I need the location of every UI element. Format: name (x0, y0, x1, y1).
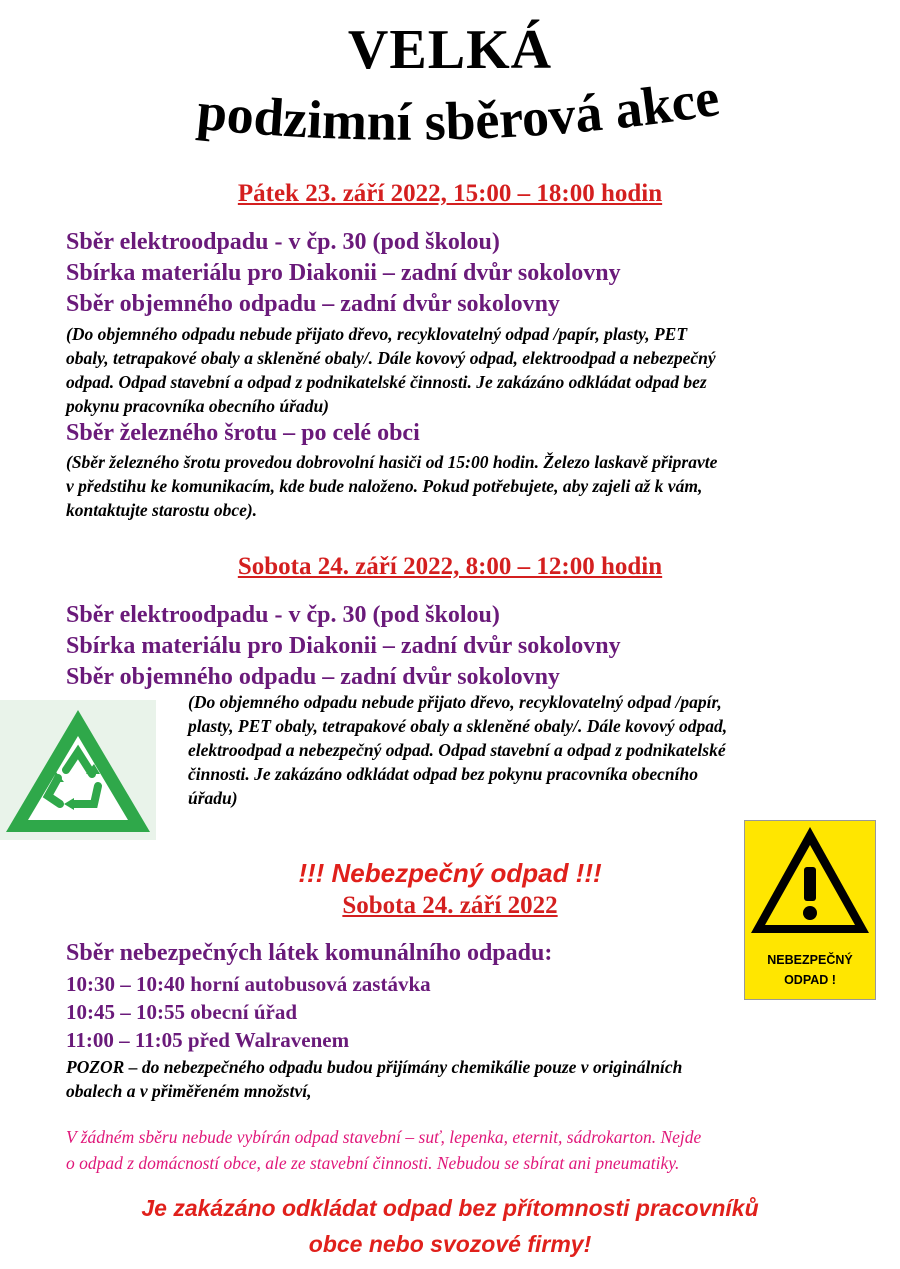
hazard-sign-line2: ODPAD ! (784, 973, 836, 987)
hazardous-stop-2: 10:45 – 10:55 obecní úřad (66, 1000, 297, 1024)
saturday-date: Sobota 24. září 2022, 8:00 – 12:00 hodin (237, 553, 663, 580)
hazard-sign-line1: NEBEZPEČNÝ (767, 953, 853, 967)
hazard-sign (744, 820, 876, 1000)
friday-bulky-note: (Do objemného odpadu nebude přijato dřevo, recyklovatelný odpad /papír, plasty, PET obaly, tetrapakové obaly a skleněné obaly/. Dále kovový odpad, elektroodpad a nebezpečný odpad. Odpad stavební a odpad z podnikatelské činnosti. Je zakázáno odkládat odpad bez pokynu pracovníka obecního úřadu) (66, 324, 716, 416)
saturday-item-electro: Sběr elektroodpadu - v čp. 30 (pod školou) (66, 602, 500, 628)
svg-text:podzimní sběrová akce (195, 67, 723, 152)
hazardous-heading: !!! Nebezpečný odpad !!! (298, 858, 602, 888)
friday-item-diakonie: Sbírka materiálu pro Diakonii – zadní dvůr sokolovny (66, 260, 621, 286)
poster-title-arc (0, 36, 900, 156)
final-warning: Je zakázáno odkládat odpad bez přítomnosti pracovníků obce nebo svozové firmy! (141, 1195, 759, 1257)
friday-item-scrap: Sběr železného šrotu – po celé obci (66, 420, 420, 446)
poster-title-sub: podzimní sběrová akce (194, 66, 723, 152)
friday-item-bulky: Sběr objemného odpadu – zadní dvůr sokolovny (66, 291, 560, 317)
recycle-triangle-icon (0, 700, 156, 840)
hazardous-warning: POZOR – do nebezpečného odpadu budou přijímány chemikálie pouze v originálních obalech a v přiměřeném množství, (66, 1057, 683, 1101)
friday-item-electro: Sběr elektroodpadu - v čp. 30 (pod školou) (66, 229, 500, 255)
friday-scrap-note: (Sběr železného šrotu provedou dobrovolní hasiči od 15:00 hodin. Železo laskavě připravte v předstihu ke komunikacím, kde bude naloženo. Pokud potřebujete, aby zajeli až k vám, kontaktujte starostu obce). (66, 452, 718, 520)
saturday-item-bulky: Sběr objemného odpadu – zadní dvůr sokolovny (66, 664, 560, 690)
saturday-item-diakonie: Sbírka materiálu pro Diakonii – zadní dvůr sokolovny (66, 633, 621, 659)
saturday-bulky-note: (Do objemného odpadu nebude přijato dřevo, recyklovatelný odpad /papír, plasty, PET obaly, tetrapakové obaly a skleněné obaly/. Dále kovový odpad, elektroodpad a nebezpečný odpad. Odpad stavební a odpad z podnikatelské činnosti. Je zakázáno odkládat odpad bez pokynu pracovníka obecního úřadu) (188, 692, 728, 808)
poster-title-main: VELKÁ (347, 19, 553, 81)
construction-waste-note: V žádném sběru nebude vybírán odpad stavební – suť, lepenka, eternit, sádrokarton. Nejde o odpad z domácností obce, ale ze stavební činnosti. Nebudou se sbírat ani pneumatiky. (66, 1127, 702, 1173)
hazardous-date: Sobota 24. září 2022 (342, 892, 558, 919)
friday-date: Pátek 23. září 2022, 15:00 – 18:00 hodin (237, 180, 663, 207)
warning-exclamation-icon (745, 821, 875, 941)
hazardous-stop-1: 10:30 – 10:40 horní autobusová zastávka (66, 972, 431, 996)
hazardous-stop-3: 11:00 – 11:05 před Walravenem (66, 1028, 350, 1052)
hazardous-subtitle: Sběr nebezpečných látek komunálního odpadu: (66, 940, 553, 966)
